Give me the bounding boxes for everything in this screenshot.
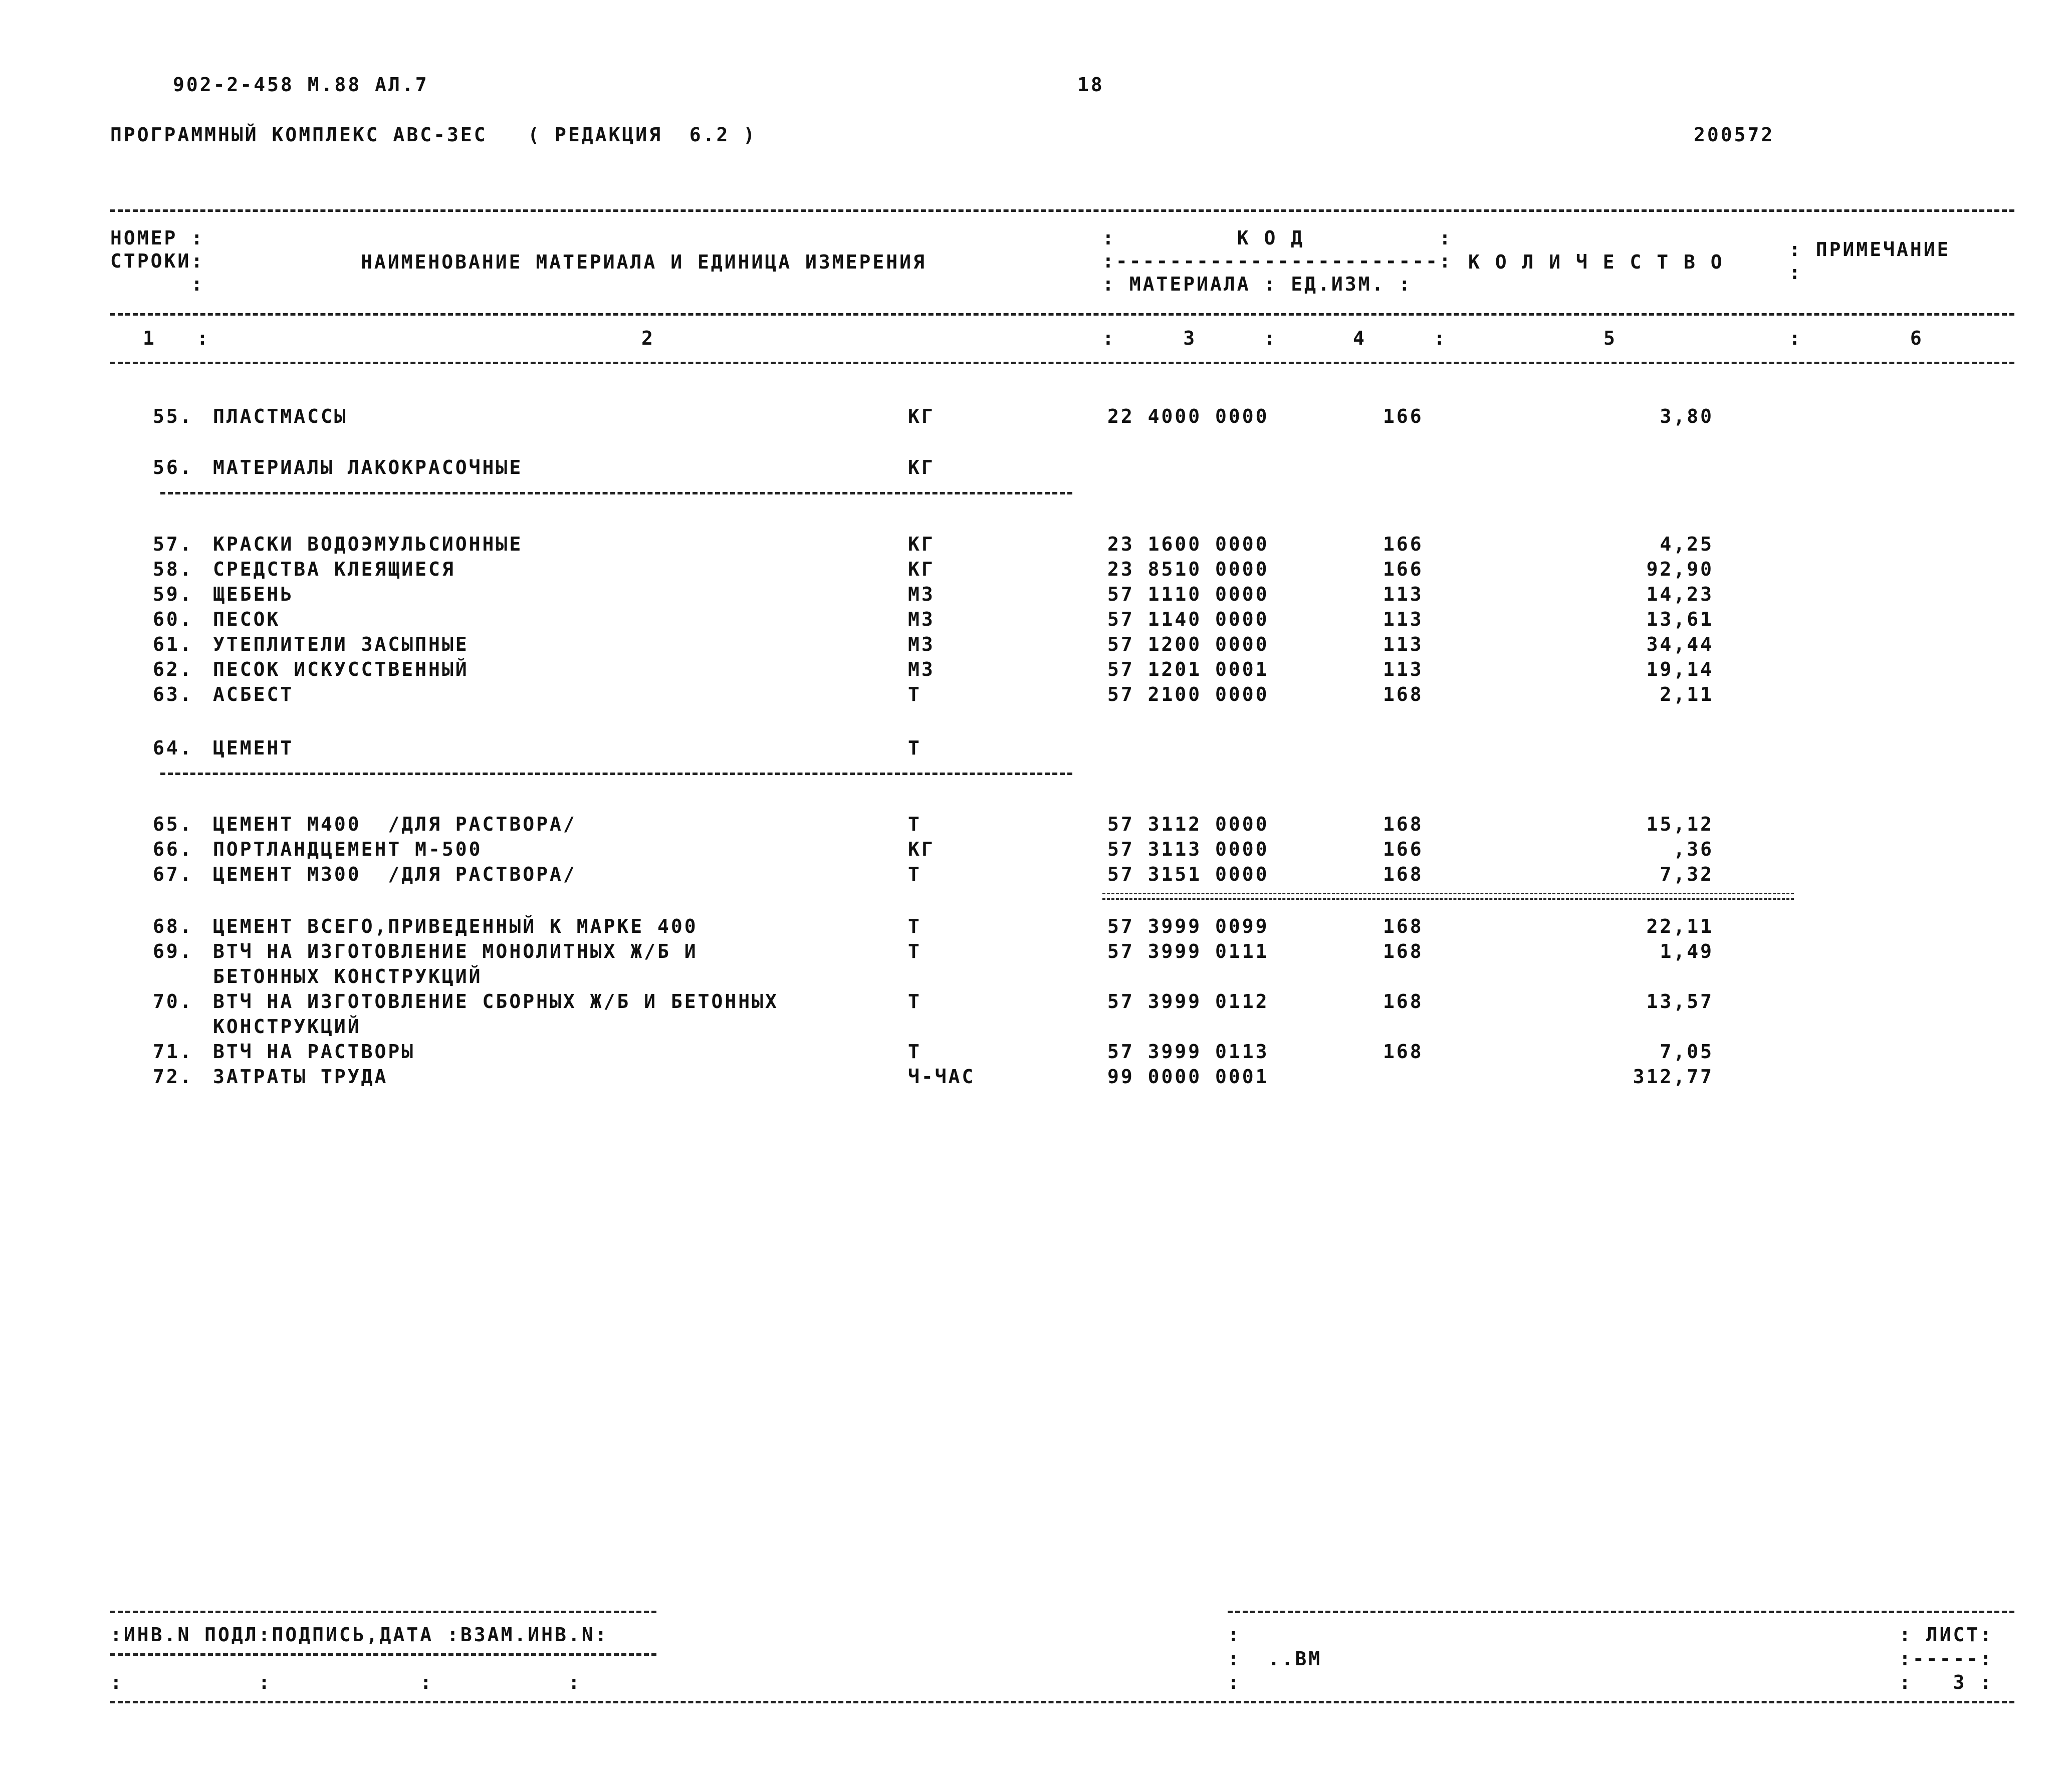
col-num-5: 5 (1603, 327, 1617, 349)
row-quantity: 7,05 (1660, 1041, 1714, 1063)
row-unit: М3 (908, 633, 935, 655)
row-unit-code: 113 (1383, 608, 1424, 630)
row-number: 65. (153, 813, 193, 835)
row-unit-code: 166 (1383, 405, 1424, 427)
title-block-top-marker: : (1228, 1624, 1241, 1646)
row-material-name: ЦЕМЕНТ М300 /ДЛЯ РАСТВОРА/ (213, 863, 577, 885)
header-quantity: К О Л И Ч Е С Т В О (1468, 251, 1724, 273)
row-unit-code: 166 (1383, 533, 1424, 555)
row-quantity: 19,14 (1646, 658, 1714, 680)
row-quantity: 1,49 (1660, 940, 1714, 962)
row-unit-code: 113 (1383, 633, 1424, 655)
row-unit-code: 168 (1383, 915, 1424, 937)
row-number: 57. (153, 533, 193, 555)
col-num-4: 4 : (1353, 327, 1448, 349)
row-quantity: 13,61 (1646, 608, 1714, 630)
stamp-rule-mid (110, 1653, 656, 1656)
row-material-name: МАТЕРИАЛЫ ЛАКОКРАСОЧНЫЕ (213, 456, 523, 478)
row-unit: Т (908, 863, 922, 885)
row-unit-code: 168 (1383, 1041, 1424, 1063)
col-num-3: : 3 : (1102, 327, 1278, 349)
row-unit: КГ (908, 838, 935, 860)
row-material-name: ПЛАСТМАССЫ (213, 405, 348, 427)
total-double-rule (1102, 893, 1794, 900)
row-material-code: 57 3999 0113 (1107, 1041, 1269, 1063)
stamp-cells: : : : : (110, 1671, 582, 1693)
header-rule-top (110, 209, 2014, 212)
row-quantity: ,36 (1673, 838, 1714, 860)
row-unit: Ч-ЧАС (908, 1066, 976, 1088)
row-material-name: ПЕСОК (213, 608, 281, 630)
header-rule-bottom (110, 362, 2014, 364)
row-quantity: 2,11 (1660, 683, 1714, 705)
sheet-number: : 3 : (1899, 1671, 1994, 1693)
row-unit-code: 168 (1383, 683, 1424, 705)
row-material-code: 57 3999 0099 (1107, 915, 1269, 937)
group-rule (160, 773, 1072, 775)
row-number: 67. (153, 863, 193, 885)
row-unit: КГ (908, 405, 935, 427)
row-quantity: 4,25 (1660, 533, 1714, 555)
row-number: 68. (153, 915, 193, 937)
col-num-6: : 6 (1789, 327, 1924, 349)
sheet-separator: :-----: (1899, 1648, 1994, 1670)
row-unit-code: 166 (1383, 838, 1424, 860)
row-quantity: 13,57 (1646, 990, 1714, 1012)
title-block-label: : ..ВМ (1228, 1648, 1322, 1670)
row-unit: Т (908, 1041, 922, 1063)
row-unit: Т (908, 940, 922, 962)
row-unit: КГ (908, 558, 935, 580)
row-unit: Т (908, 915, 922, 937)
page-number: 18 (1077, 74, 1104, 96)
row-unit-code: 168 (1383, 863, 1424, 885)
row-material-name: ВТЧ НА ИЗГОТОВЛЕНИЕ СБОРНЫХ Ж/Б И БЕТОННЫХ (213, 990, 779, 1012)
row-number: 71. (153, 1041, 193, 1063)
row-material-name-continued: КОНСТРУКЦИЙ (213, 1016, 361, 1038)
row-material-name: ЦЕМЕНТ (213, 737, 294, 759)
header-code: : К О Д : :------------------------: : МАТЕРИАЛА : ЕД.ИЗМ. : (1102, 227, 1453, 295)
row-unit: Т (908, 990, 922, 1012)
row-material-code: 23 1600 0000 (1107, 533, 1269, 555)
row-number: 60. (153, 608, 193, 630)
row-number: 69. (153, 940, 193, 962)
row-unit: Т (908, 813, 922, 835)
col-num-2: 2 (641, 327, 655, 349)
row-unit-code: 168 (1383, 940, 1424, 962)
row-quantity: 14,23 (1646, 583, 1714, 605)
row-material-name: ВТЧ НА РАСТВОРЫ (213, 1041, 415, 1063)
row-material-code: 23 8510 0000 (1107, 558, 1269, 580)
row-unit: КГ (908, 456, 935, 478)
row-material-code: 57 3112 0000 (1107, 813, 1269, 835)
row-quantity: 15,12 (1646, 813, 1714, 835)
row-unit: КГ (908, 533, 935, 555)
row-unit: Т (908, 683, 922, 705)
code-right: 200572 (1694, 124, 1775, 146)
row-quantity: 92,90 (1646, 558, 1714, 580)
footer-rule-bottom (110, 1701, 2014, 1703)
row-material-code: 57 1140 0000 (1107, 608, 1269, 630)
row-number: 63. (153, 683, 193, 705)
row-number: 59. (153, 583, 193, 605)
row-number: 62. (153, 658, 193, 680)
row-number: 72. (153, 1066, 193, 1088)
row-number: 58. (153, 558, 193, 580)
row-unit-code: 168 (1383, 990, 1424, 1012)
row-material-name: ЩЕБЕНЬ (213, 583, 294, 605)
row-number: 56. (153, 456, 193, 478)
row-quantity: 22,11 (1646, 915, 1714, 937)
row-material-code: 57 3999 0112 (1107, 990, 1269, 1012)
row-number: 70. (153, 990, 193, 1012)
header-material-name: НАИМЕНОВАНИЕ МАТЕРИАЛА И ЕДИНИЦА ИЗМЕРЕНИЯ (361, 251, 927, 273)
row-material-name-continued: БЕТОННЫХ КОНСТРУКЦИЙ (213, 965, 483, 987)
header-note: : ПРИМЕЧАНИЕ : (1789, 238, 1951, 284)
row-quantity: 34,44 (1646, 633, 1714, 655)
row-material-name: СРЕДСТВА КЛЕЯЩИЕСЯ (213, 558, 455, 580)
program-title: ПРОГРАММНЫЙ КОМПЛЕКС АВС-3ЕС ( РЕДАКЦИЯ 6.2 ) (110, 124, 757, 146)
sheet-label: : ЛИСТ: (1899, 1624, 1994, 1646)
row-material-name: ВТЧ НА ИЗГОТОВЛЕНИЕ МОНОЛИТНЫХ Ж/Б И (213, 940, 698, 962)
row-material-name: АСБЕСТ (213, 683, 294, 705)
row-material-code: 57 2100 0000 (1107, 683, 1269, 705)
row-material-name: ЦЕМЕНТ ВСЕГО,ПРИВЕДЕННЫЙ К МАРКЕ 400 (213, 915, 698, 937)
row-unit-code: 168 (1383, 813, 1424, 835)
row-material-name: ЦЕМЕНТ М400 /ДЛЯ РАСТВОРА/ (213, 813, 577, 835)
row-quantity: 3,80 (1660, 405, 1714, 427)
row-material-name: ЗАТРАТЫ ТРУДА (213, 1066, 388, 1088)
row-material-code: 57 1200 0000 (1107, 633, 1269, 655)
row-number: 64. (153, 737, 193, 759)
row-material-code: 57 1110 0000 (1107, 583, 1269, 605)
row-material-name: КРАСКИ ВОДОЭМУЛЬСИОННЫЕ (213, 533, 523, 555)
title-block-rule-top (1228, 1611, 2014, 1613)
row-material-name: ПЕСОК ИСКУССТВЕННЫЙ (213, 658, 469, 680)
row-material-code: 57 3113 0000 (1107, 838, 1269, 860)
col-num-1: 1 : (143, 327, 210, 349)
row-unit: М3 (908, 608, 935, 630)
title-block-bottom-marker: : (1228, 1671, 1241, 1693)
row-material-code: 57 3999 0111 (1107, 940, 1269, 962)
stamp-header: :ИНВ.N ПОДЛ:ПОДПИСЬ,ДАТА :ВЗАМ.ИНВ.N: (110, 1624, 609, 1646)
row-quantity: 7,32 (1660, 863, 1714, 885)
header-row-number: НОМЕР : СТРОКИ: : (110, 227, 205, 295)
row-material-name: УТЕПЛИТЕЛИ ЗАСЫПНЫЕ (213, 633, 469, 655)
row-material-code: 99 0000 0001 (1107, 1066, 1269, 1088)
header-rule-mid (110, 313, 2014, 316)
row-unit-code: 113 (1383, 658, 1424, 680)
row-unit-code: 166 (1383, 558, 1424, 580)
doc-code: 902-2-458 М.88 АЛ.7 (173, 74, 429, 96)
row-unit-code: 113 (1383, 583, 1424, 605)
row-unit: Т (908, 737, 922, 759)
group-rule (160, 492, 1072, 494)
row-material-code: 57 3151 0000 (1107, 863, 1269, 885)
row-number: 55. (153, 405, 193, 427)
row-number: 61. (153, 633, 193, 655)
row-unit: М3 (908, 583, 935, 605)
row-material-code: 57 1201 0001 (1107, 658, 1269, 680)
row-material-code: 22 4000 0000 (1107, 405, 1269, 427)
row-number: 66. (153, 838, 193, 860)
stamp-rule-top (110, 1611, 656, 1613)
row-quantity: 312,77 (1633, 1066, 1714, 1088)
row-unit: М3 (908, 658, 935, 680)
row-material-name: ПОРТЛАНДЦЕМЕНТ М-500 (213, 838, 483, 860)
